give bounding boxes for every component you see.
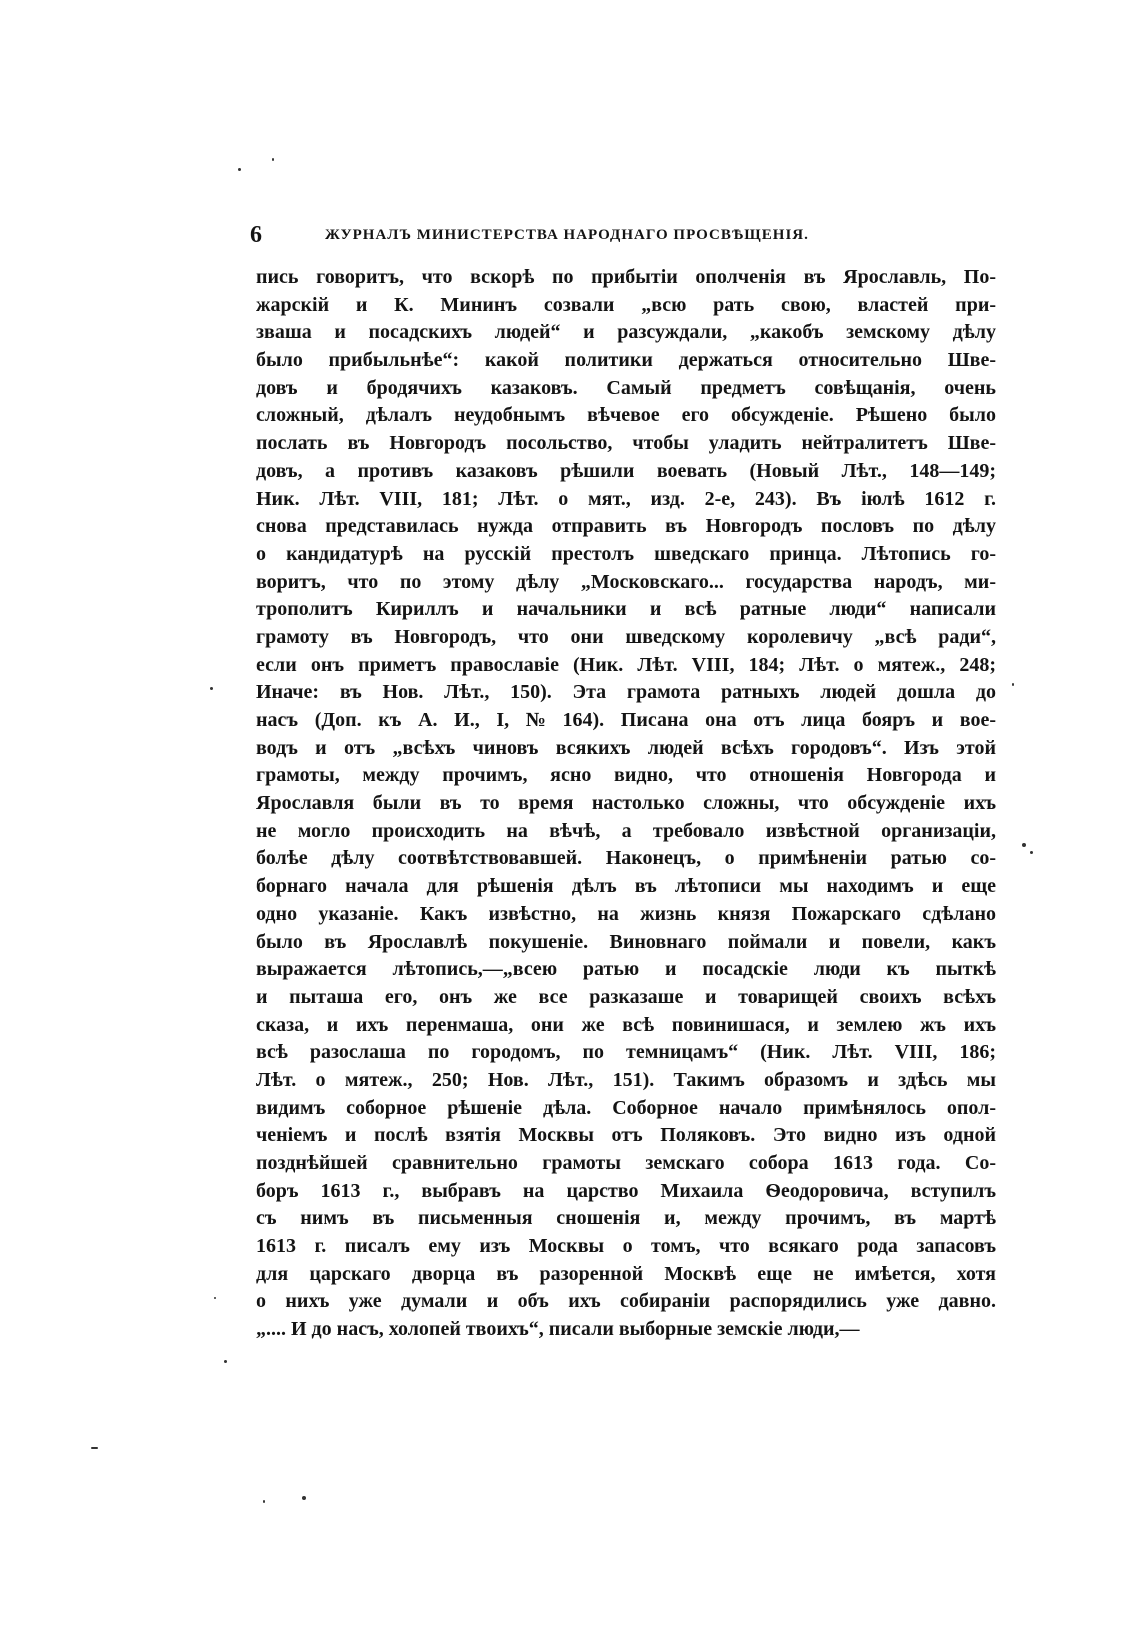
text-line: было въ Ярославлѣ покушеніе. Виновнаго поймали и повели, какъ <box>256 930 996 953</box>
scan-speck <box>1022 843 1026 847</box>
scan-speck <box>1030 851 1033 854</box>
text-line: сказа, и ихъ перенмаша, они же всѣ повинишася, и землею жъ ихъ <box>256 1013 996 1036</box>
text-line: насъ (Доп. къ А. И., I, № 164). Писана она отъ лица бояръ и вое- <box>256 709 996 731</box>
text-line: довъ, а противъ казаковъ рѣшили воевать (Новый Лѣт., 148—149; <box>256 459 996 482</box>
text-line: борнаго начала для рѣшенія дѣлъ въ лѣтописи мы находимъ и еще <box>256 875 996 898</box>
scan-speck <box>214 1297 216 1299</box>
text-line: грамоты, между прочимъ, ясно видно, что отношенія Новгорода и <box>256 764 996 787</box>
text-line: видимъ соборное рѣшеніе дѣла. Соборное начало примѣнялось опол- <box>256 1096 996 1119</box>
text-line: если онъ приметъ православіе (Ник. Лѣт. VIII, 184; Лѣт. о мятеж., 248; <box>256 653 996 676</box>
text-line: и пыташа его, онъ же все разказаше и товарищей своихъ всѣхъ <box>256 985 996 1008</box>
scan-speck <box>302 1496 306 1500</box>
text-line: было прибыльнѣе“: какой политики держаться относительно Шве- <box>256 349 996 372</box>
text-line: сложный, дѣлалъ неудобнымъ вѣчевое его обсужденіе. Рѣшено было <box>256 404 996 427</box>
text-line: Лѣт. о мятеж., 250; Нов. Лѣт., 151). Такимъ образомъ и здѣсь мы <box>256 1068 996 1091</box>
text-line: одно указаніе. Какъ извѣстно, на жизнь князя Пожарскаго сдѣлано <box>256 902 996 925</box>
text-line: грамоту въ Новгородъ, что они шведскому королевичу „всѣ ради“, <box>256 625 996 648</box>
page-number: 6 <box>250 222 262 248</box>
body-text <box>256 264 996 1344</box>
text-line: Ярославля были въ то время настолько сложны, что обсужденіе ихъ <box>256 792 996 815</box>
text-line: снова представилась нужда отправить въ Новгородъ пословъ по дѣлу <box>256 515 996 538</box>
text-line: довъ и бродячихъ казаковъ. Самый предметъ совѣщанія, очень <box>256 376 996 399</box>
text-line: 1613 г. писалъ ему изъ Москвы о томъ, что всякаго рода запасовъ <box>256 1235 996 1258</box>
text-line: Иначе: въ Нов. Лѣт., 150). Эта грамота ратныхъ людей дошла до <box>256 681 996 704</box>
text-line: о кандидатурѣ на русскій престолъ шведскаго принца. Лѣтопись го- <box>256 542 996 565</box>
text-line: трополитъ Кириллъ и начальники и всѣ ратные люди“ написали <box>256 598 996 621</box>
scan-speck <box>263 1500 265 1503</box>
scan-speck <box>1012 683 1014 686</box>
text-line: боръ 1613 г., выбравъ на царство Михаила Ѳеодоровича, вступилъ <box>256 1179 996 1202</box>
text-line: зваша и посадскихъ людей“ и разсуждали, „какобъ земскому дѣлу <box>256 321 996 344</box>
text-line: жарскій и К. Мининъ созвали „всю рать свою, властей при- <box>256 293 996 316</box>
text-line: не могло происходить на вѣчѣ, а требовало извѣстной организаціи, <box>256 819 996 842</box>
page-header <box>250 222 900 252</box>
scan-speck <box>91 1447 98 1449</box>
text-line: водъ и отъ „всѣхъ чиновъ всякихъ людей всѣхъ городовъ“. Изъ этой <box>256 736 996 759</box>
scan-speck <box>210 687 213 690</box>
text-line: всѣ разослаша по городомъ, по темницамъ“ (Ник. Лѣт. VIII, 186; <box>256 1041 996 1064</box>
scan-speck <box>238 168 241 171</box>
text-line: послать въ Новгородъ посольство, чтобы уладить нейтралитетъ Шве- <box>256 432 996 455</box>
text-line: пись говоритъ, что вскорѣ по прибытіи ополченія въ Ярославль, По- <box>256 266 996 288</box>
text-line: „.... И до насъ, холопей твоихъ“, писали выборные земскіе люди,— <box>256 1318 860 1341</box>
text-line: для царскаго дворца въ разоренной Москвѣ еще не имѣется, хотя <box>256 1262 996 1285</box>
scan-speck <box>224 1360 227 1363</box>
text-line: ченіемъ и послѣ взятія Москвы отъ Поляковъ. Это видно изъ одной <box>256 1124 996 1147</box>
running-head: ЖУРНАЛЪ МИНИСТЕРСТВА НАРОДНАГО ПРОСВѢЩЕНІЯ. <box>325 227 809 243</box>
scan-speck <box>272 158 274 161</box>
text-line: съ нимъ въ письменныя сношенія и, между прочимъ, въ мартѣ <box>256 1207 996 1230</box>
text-line: о нихъ уже думали и объ ихъ собираніи распорядились уже давно. <box>256 1290 996 1313</box>
text-line: болѣе дѣлу соотвѣтствовавшей. Наконецъ, о примѣненіи ратью со- <box>256 847 996 870</box>
text-line: позднѣйшей сравнительно грамоты земскаго собора 1613 года. Со- <box>256 1152 996 1174</box>
text-line: выражается лѣтопись,—„всею ратью и посадскіе люди къ пыткѣ <box>256 958 996 981</box>
text-line: воритъ, что по этому дѣлу „Московскаго... государства народъ, ми- <box>256 570 996 593</box>
text-line: Ник. Лѣт. VIII, 181; Лѣт. о мят., изд. 2-е, 243). Въ іюлѣ 1612 г. <box>256 487 996 510</box>
